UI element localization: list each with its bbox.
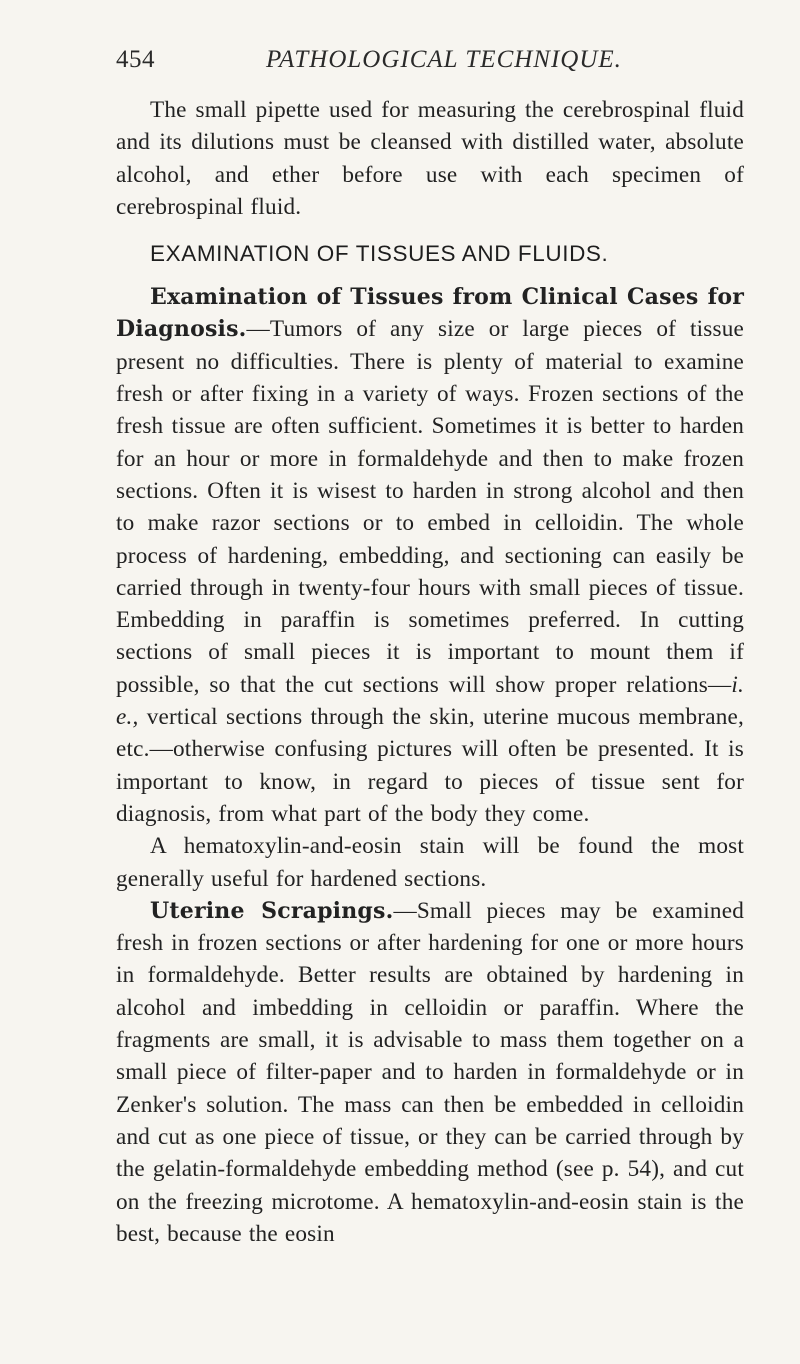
stain-paragraph: A hematoxylin-and-eosin stain will be found the most generally useful for hardened sections. xyxy=(116,833,744,892)
page-header xyxy=(116,46,744,94)
tissues-paragraph xyxy=(116,281,744,830)
uterine-paragraph xyxy=(116,895,744,1250)
page-number: 454 xyxy=(116,46,155,73)
tissues-run-in-heading: Examination of Tissues from Clinical Cases for Diagnosis. xyxy=(116,284,744,343)
tissues-italic-ie: i. e., xyxy=(116,671,744,731)
running-head: PATHOLOGICAL TECHNIQUE. xyxy=(266,46,622,73)
uterine-run-in-heading: Uterine Scrapings. xyxy=(150,897,394,924)
tissues-text-part-2: vertical sections through the skin, uterine mucous membrane, etc.—otherwise confusing pictures will often be presented. It is important to know, in regard to pieces of tissue sent for diagnosis, from what part of the body they come. xyxy=(116,704,744,827)
section-heading: EXAMINATION OF TISSUES AND FLUIDS. xyxy=(150,241,609,267)
tissues-text-part-1: —Tumors of any size or large pieces of tissue present no difficulties. There is plenty of material to examine fresh or after fixing in a variety of ways. Frozen sections of the fresh tissue are often sufficient. Sometimes it is better to harden for an hour or more in formaldehyde and then to make frozen sections. Often it is wisest to harden in strong alcohol and then to make razor sections or to embed in celloidin. The whole process of hardening, embedding, and sectioning can easily be carried through in twenty-four hours with small pieces of tissue. Embedding in paraffin is sometimes preferred. In cutting sections of small pieces it is important to mount them if possible, so that the cut sections will show proper relations— xyxy=(116,316,744,698)
intro-paragraph: The small pipette used for measuring the cerebrospinal fluid and its dilutions must be cleansed with distilled water, absolute alcohol, and ether before use with each specimen of cerebrospinal fluid. xyxy=(116,97,744,220)
uterine-text: —Small pieces may be examined fresh in frozen sections or after hardening for one or more hours in formaldehyde. Better results are obtained by hardening in alcohol and imbedding in celloidin or paraffin. Where the fragments are small, it is advisable to mass them together on a small piece of filter-paper and to harden in formaldehyde or in Zenker's solution. The mass can then be embedded in celloidin and cut as one piece of tissue, or they can be carried through by the gelatin-formaldehyde embedding method (see p. 54), and cut on the freezing microtome. A hematoxylin-and-eosin stain is the best, because the eosin xyxy=(116,897,744,1247)
